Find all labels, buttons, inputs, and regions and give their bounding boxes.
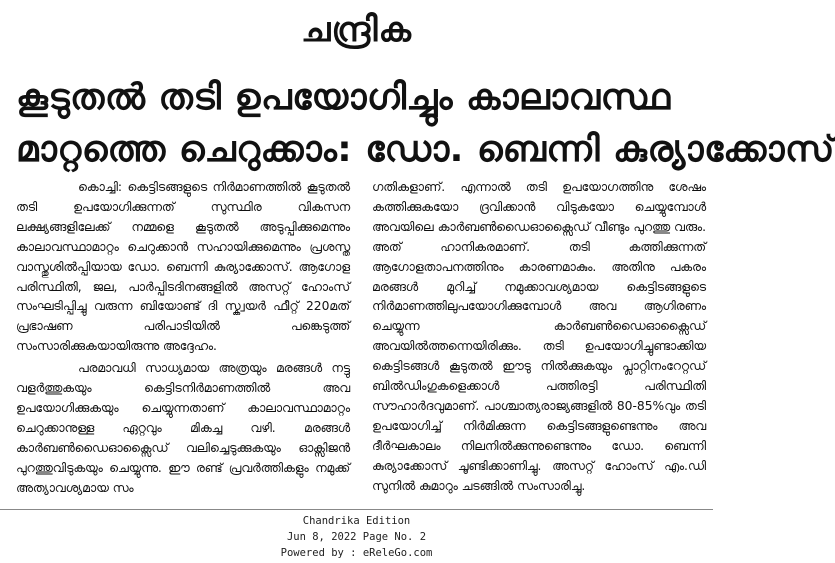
article-column-2 <box>372 178 706 504</box>
masthead <box>0 0 713 60</box>
footer-powered-by[interactable]: Powered by : eReleGo.com <box>280 547 433 559</box>
footer-divider <box>0 509 713 510</box>
headline-line-1: കൂടുതൽ തടി ഉപയോഗിച്ചും കാലാവസ്ഥ <box>16 77 671 118</box>
masthead-title: ചന്ദ്രിക <box>301 10 412 50</box>
article-column-1 <box>16 178 350 504</box>
footer-date-page: Jun 8, 2022 Page No. 2 <box>286 531 427 543</box>
page-footer <box>0 513 713 561</box>
footer-edition: Chandrika Edition <box>302 515 411 527</box>
column-1-paragraph-2: പരമാവധി സാധ്യമായ അത്രയും മരങ്ങൾ നട്ടു വളർത്തുകയും കെട്ടിടനിർമാണത്തിൽ അവ ഉപയോഗിക്കുകയും ചെയ്യുന്നതാണ് കാലാവസ്ഥാമാറ്റം ചെറുക്കാനുള്ള ഏറ്റവും മികച്ച വഴി. മരങ്ങൾ കാർബൺഡൈഓക്സൈഡ് വലിച്ചെടുക്കുകയും ഓക്സിജൻ പുറത്തുവിടുകയും ചെയ്യുന്നു. ഈ രണ്ട് പ്രവർത്തികളും നമുക്ക് അത്യാവശ്യമായ സം <box>16 361 350 495</box>
column-2-paragraph-1: ഗതികളാണ്. എന്നാൽ തടി ഉപയോഗത്തിനു ശേഷം കത്തിക്കുകയോ ദ്രവിക്കാൻ വിടുകയോ ചെയ്യുമ്പോൾ അവയിലെ കാർബൺഡൈഓക്സൈഡ് വീണ്ടും പുറത്തു വരും. അത് ഹാനികരമാണ്. തടി കത്തിക്കുന്നത് ആഗോളതാപനത്തിനും കാരണമാകും. അതിനു പകരം മരങ്ങൾ മുറിച്ച് നമുക്കാവശ്യമായ കെട്ടിടങ്ങളുടെ നിർമാണത്തിലുപയോഗിക്കുമ്പോൾ അവ ആഗിരണം ചെയ്യുന്ന കാർബൺഡൈഓക്സൈഡ് അവയിൽത്തന്നെയിരിക്കും. തടി ഉപയോഗിച്ചുണ്ടാക്കിയ കെട്ടിടങ്ങൾ കൂടുതൽ ഈടു നിൽക്കുകയും പ്ലാറ്റിനംറേറ്റഡ് ബിൽഡിംഗുകളെക്കാൾ പത്തിരട്ടി പരിസ്ഥിതി സൗഹാർദവുമാണ്. പാശ്ചാത്യരാജ്യങ്ങളിൽ 80-85%വും തടി ഉപയോഗിച്ച് നിർമിക്കുന്ന കെട്ടിടങ്ങളുണ്ടെന്നും അവ ദീർഘകാലം നിലനിൽക്കുന്നുണ്ടെന്നും ഡോ. ബെന്നി കുര്യാക്കോസ് ചൂണ്ടിക്കാണിച്ചു. അസറ്റ് ഹോംസ് എം.ഡി സുനിൽ കുമാറും ചടങ്ങിൽ സംസാരിച്ചു. <box>372 180 706 493</box>
article-body <box>16 178 706 504</box>
column-1-paragraph-1: കൊച്ചി: കെട്ടിടങ്ങളുടെ നിർമാണത്തിൽ കൂടുതൽ തടി ഉപയോഗിക്കുന്നത് സുസ്ഥിര വികസന ലക്ഷ്യങ്ങളിലേക്ക് നമ്മളെ കൂടുതൽ അടുപ്പിക്കുമെന്നും കാലാവസ്ഥാമാറ്റം ചെറുക്കാൻ സഹായിക്കുമെന്നും പ്രശസ്ത വാസ്തുശിൽപ്പിയായ ഡോ. ബെന്നി കുര്യാക്കോസ്. ആഗോള പരിസ്ഥിതി, ജല, പാർപ്പിടദിനങ്ങളിൽ അസറ്റ് ഹോംസ് സംഘടിപ്പിച്ചു വരുന്ന ബിയോണ്ട് ദി സ്ക്വയർ ഫീറ്റ് 220മത് പ്രഭാഷണ പരിപാടിയിൽ പങ്കെടുത്ത് സംസാരിക്കുകയായിരുന്നു അദ്ദേഹം. <box>16 180 350 354</box>
headline-line-2: മാറ്റത്തെ ചെറുക്കാം: ഡോ. ബെന്നി കുര്യാക്കോസ് <box>16 129 835 170</box>
article-headline <box>16 72 835 176</box>
